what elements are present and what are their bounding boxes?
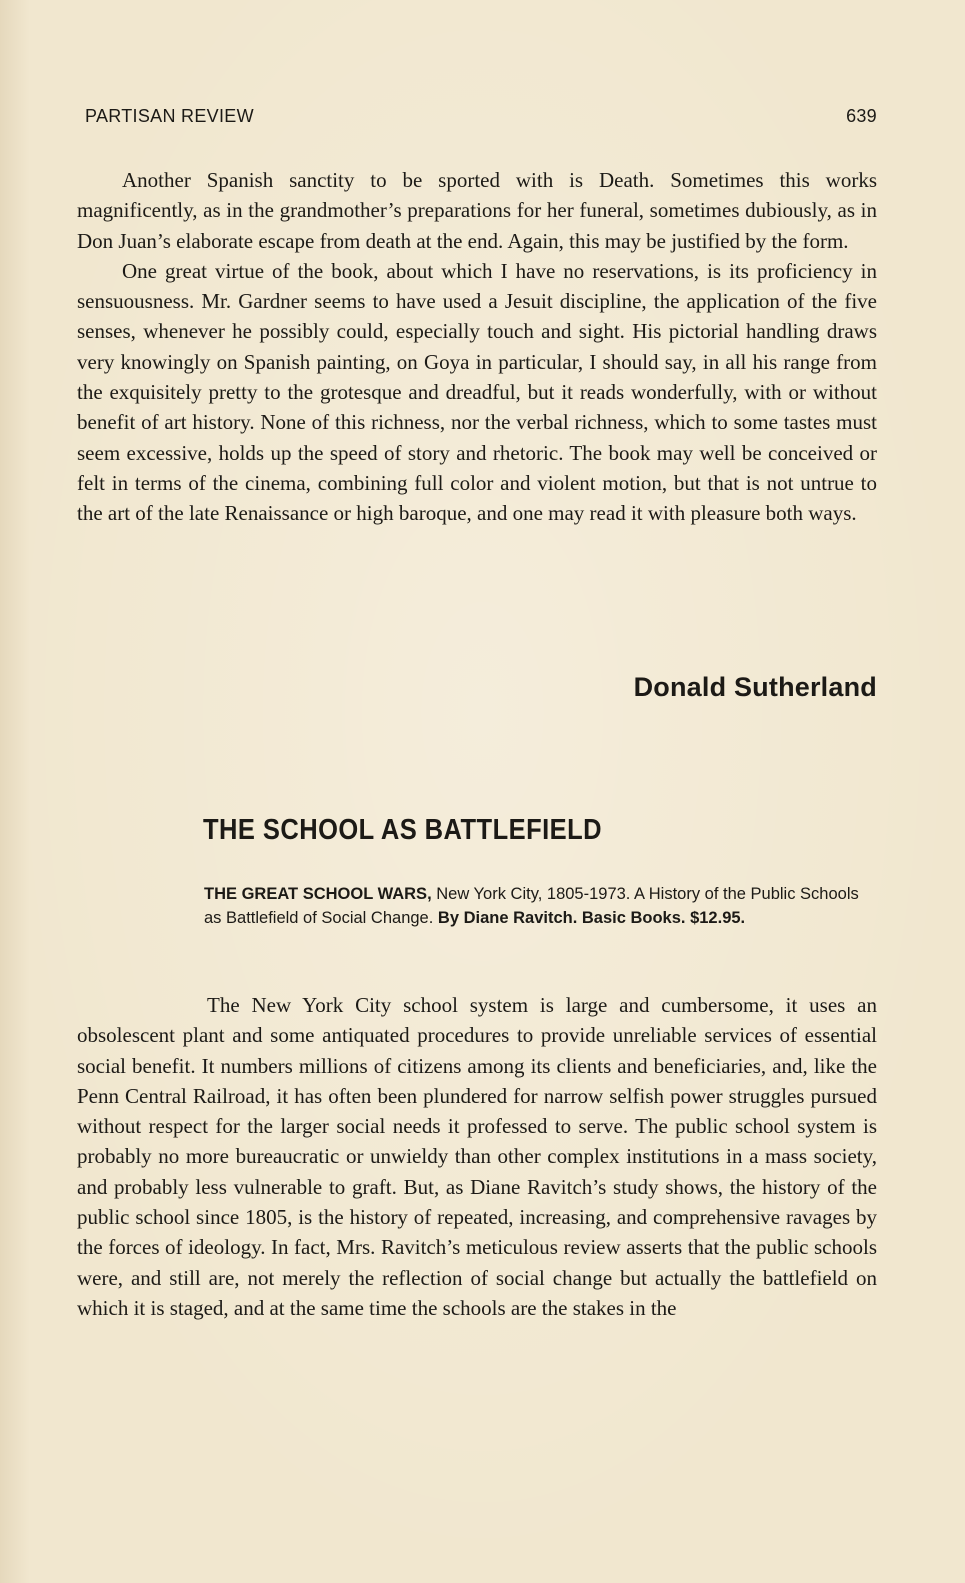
book-subtitle: New York City, 1805-1973. A History of the Public Schools as Battlefield of Social Change. [204, 885, 859, 927]
page-number: 639 [846, 106, 877, 126]
review-heading: THE SCHOOL AS BATTLEFIELD [203, 814, 602, 846]
review-one-text [77, 165, 877, 529]
paragraph: The New York City school system is large and cumbersome, it uses an obsolescent plant and some antiquated procedures to provide unreliable services of essential social benefit. It numbers millions of citizens among its clients and beneficiaries, and, like the Penn Central Railroad, it has often been plundered for narrow selfish power struggles pursued without respect for the larger social needs it professed to serve. The public school system is probably no more bureaucratic or unwieldy than other complex institutions in a mass society, and probably less vulnerable to graft. But, as Diane Ravitch’s study shows, the history of the public school since 1805, is the history of repeated, increasing, and comprehensive ravages by the forces of ideology. In fact, Mrs. Ravitch’s meticulous review asserts that the public schools were, and still are, not merely the reflection of social change but actually the battlefield on which it is staged, and at the same time the schools are the stakes in the [77, 993, 877, 1320]
review-author-signature: Donald Sutherland [633, 672, 877, 702]
book-citation [204, 882, 872, 930]
paragraph: One great virtue of the book, about which I have no reservations, is its proficiency in sensuousness. Mr. Gardner seems to have used a Jesuit discipline, the application of the five senses, whenever he possibly could, especially touch and sight. His pictorial handling draws very knowingly on Spanish painting, on Goya in particular, I should say, in all his range from the exquisitely pretty to the grotesque and dreadful, but it reads wonderfully, with or without benefit of art history. None of this richness, nor the verbal richness, which to some tastes must seem excessive, holds up the speed of story and rhetoric. The book may well be conceived or felt in terms of the cinema, combining full color and violent motion, but that is not untrue to the art of the late Renaissance or high baroque, and one may read it with pleasure both ways. [77, 258, 877, 526]
review-two-text [77, 990, 877, 1323]
book-byline: By Diane Ravitch. Basic Books. $12.95. [437, 909, 746, 927]
paragraph: Another Spanish sanctity to be sported with is Death. Sometimes this works magnificently, as in the grandmother’s preparations for her funeral, sometimes dubiously, as in Don Juan’s elaborate escape from death at the end. Again, this may be justified by the form. [77, 168, 877, 253]
running-head [85, 106, 877, 132]
journal-title: PARTISAN REVIEW [85, 106, 254, 126]
book-title: THE GREAT SCHOOL WARS, [204, 885, 432, 903]
